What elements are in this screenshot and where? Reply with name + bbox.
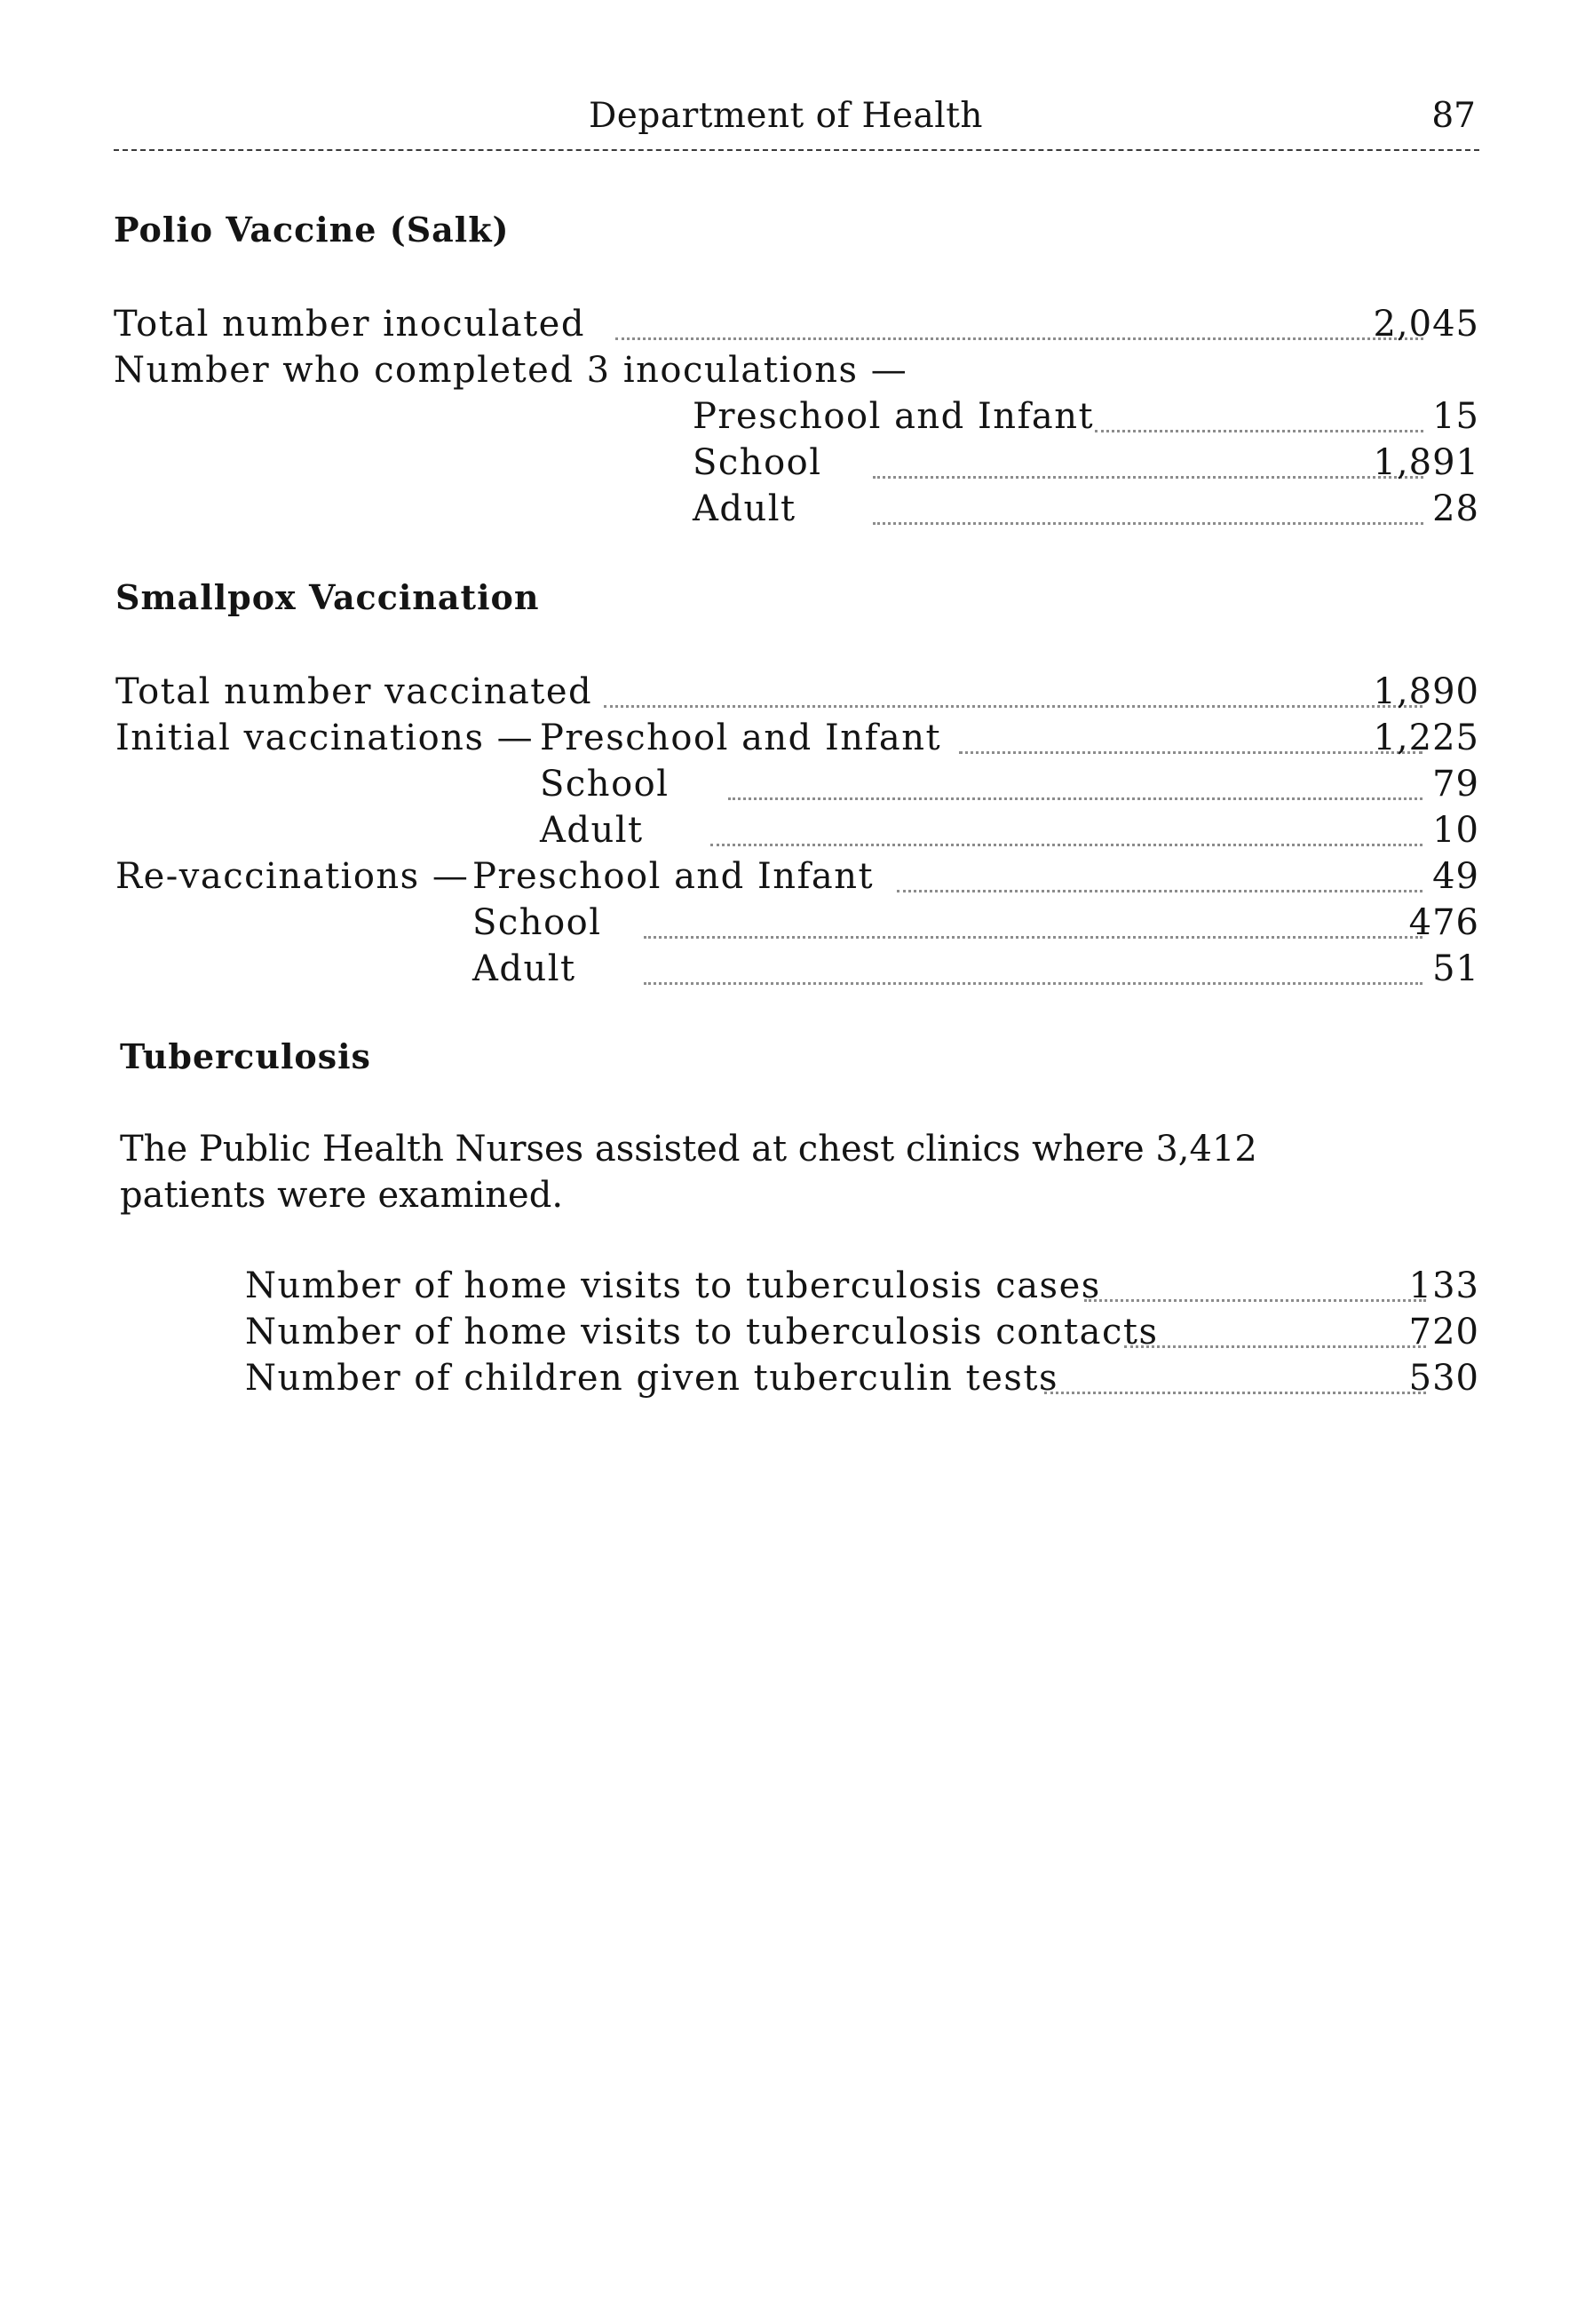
running-title: Department of Health (589, 96, 984, 136)
polio-heading: Polio Vaccine (Salk) (114, 210, 510, 250)
dot-leader (728, 797, 1422, 800)
polio-school-row (114, 442, 1479, 487)
page-number: 87 (1431, 96, 1476, 136)
row-label: Number of home visits to tuberculosis contacts (245, 1312, 1159, 1352)
dot-leader (644, 982, 1422, 985)
smallpox-initial-adult-row (115, 810, 1479, 854)
row-label: Number of home visits to tuberculosis cases (245, 1265, 1101, 1306)
dot-leader (959, 751, 1422, 754)
tuberculosis-heading: Tuberculosis (120, 1036, 371, 1076)
smallpox-initial-preschool-row (115, 718, 1479, 762)
row-sublabel: Preschool and Infant (472, 856, 875, 897)
row-label: Initial vaccinations — (115, 718, 535, 758)
polio-total-row (114, 304, 1479, 348)
row-value: 1,225 (1373, 718, 1479, 758)
dot-leader (873, 476, 1423, 479)
row-label: Total number vaccinated (115, 671, 593, 712)
dot-leader (615, 337, 1423, 340)
row-label: Adult (693, 488, 796, 529)
dot-leader (897, 890, 1422, 892)
tb-tests-row (245, 1358, 1479, 1402)
smallpox-initial-school-row (115, 764, 1479, 808)
smallpox-revacc-school-row (115, 902, 1479, 947)
row-value: 10 (1432, 810, 1479, 851)
row-label: Adult (540, 810, 644, 851)
dot-leader (710, 844, 1422, 846)
row-value: 1,890 (1373, 671, 1479, 712)
polio-completed-row (114, 350, 1479, 394)
polio-preschool-row (114, 396, 1479, 440)
smallpox-revacc-adult-row (115, 948, 1479, 993)
running-header (114, 96, 1479, 151)
row-value: 720 (1408, 1312, 1479, 1352)
row-value: 133 (1408, 1265, 1479, 1306)
dot-leader (1124, 1345, 1426, 1348)
row-sublabel: Preschool and Infant (540, 718, 942, 758)
row-value: 476 (1408, 902, 1479, 943)
tb-cases-row (245, 1265, 1479, 1310)
dot-leader (644, 936, 1422, 939)
row-label: School (472, 902, 602, 943)
row-value: 2,045 (1373, 304, 1479, 345)
row-label: School (540, 764, 670, 805)
polio-adult-row (114, 488, 1479, 533)
smallpox-heading: Smallpox Vaccination (115, 577, 540, 617)
tb-contacts-row (245, 1312, 1479, 1356)
row-label: Number who completed 3 inoculations — (114, 350, 908, 391)
dot-leader (1095, 430, 1423, 432)
row-value: 49 (1432, 856, 1479, 897)
dot-leader (873, 522, 1423, 525)
row-value: 51 (1432, 948, 1479, 989)
row-label: Total number inoculated (114, 304, 585, 345)
row-label: Adult (472, 948, 576, 989)
row-value: 28 (1432, 488, 1479, 529)
smallpox-revacc-preschool-row (115, 856, 1479, 900)
row-value: 79 (1432, 764, 1479, 805)
smallpox-total-row (115, 671, 1479, 716)
row-value: 1,891 (1373, 442, 1479, 483)
row-label: Re-vaccinations — (115, 856, 470, 897)
dot-leader (604, 705, 1422, 708)
row-label: School (693, 442, 822, 483)
row-value: 530 (1408, 1358, 1479, 1399)
row-value: 15 (1432, 396, 1479, 437)
tuberculosis-paragraph: The Public Health Nurses assisted at chest clinics where 3,412 patients were examined. (120, 1129, 1257, 1216)
row-label: Preschool and Infant (693, 396, 1095, 437)
dot-leader (1044, 1392, 1426, 1394)
dot-leader (1084, 1299, 1426, 1302)
row-label: Number of children given tuberculin tests (245, 1358, 1059, 1399)
